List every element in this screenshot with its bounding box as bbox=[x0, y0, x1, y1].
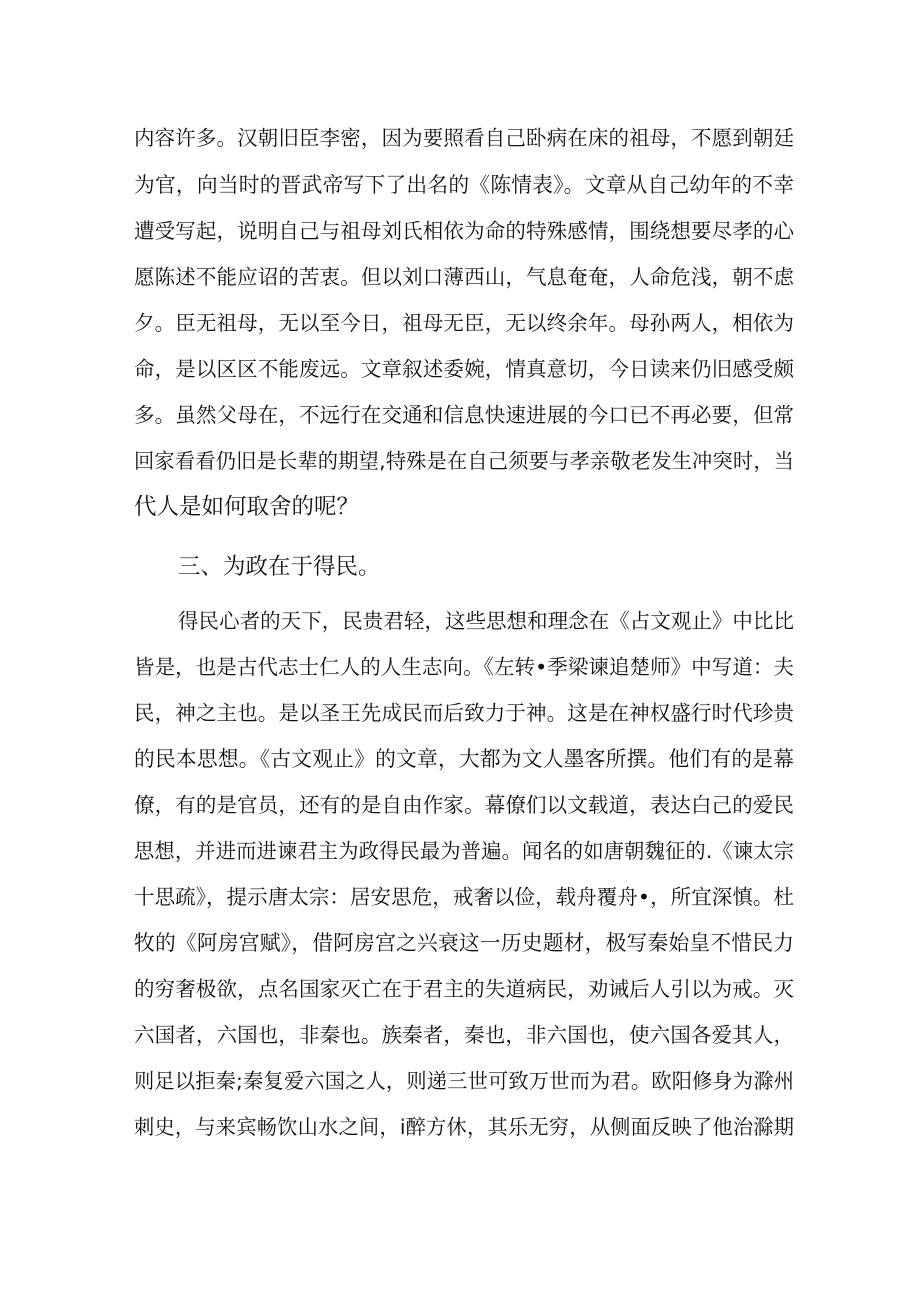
paragraph-1-line-1: 内容许多。汉朝旧臣李密，因为要照看自己卧病在床的祖母，不愿到朝廷 bbox=[134, 126, 794, 150]
paragraph-2-line-6: 思想，并进而进谏君主为政得民最为普遍。闻名的如唐朝魏征的.《谏太宗 bbox=[134, 839, 794, 863]
paragraph-2-line-5: 僚，有的是官员，还有的是自由作家。幕僚们以文载道，表达白己的爱民 bbox=[134, 793, 794, 817]
paragraph-1-line-6: 命，是以区区不能废远。文章叙述委婉，情真意切，今日读来仍旧感受颇 bbox=[134, 357, 794, 381]
paragraph-2-line-8: 牧的《阿房宫赋》，借阿房宫之兴衰这一历史题材，极写秦始皇不惜民力 bbox=[134, 931, 794, 955]
paragraph-2-line-12: 刺史，与来宾畅饮山水之间，i醉方休，其乐无穷，从侧面反映了他治滁期 bbox=[134, 1115, 794, 1139]
paragraph-2-line-10: 六国者，六国也，非秦也。族秦者，秦也，非六国也，使六国各爱其人， bbox=[134, 1023, 794, 1047]
paragraph-1-line-5: 夕。臣无祖母，无以至今日，祖母无臣，无以终余年。母孙两人，相依为 bbox=[134, 311, 794, 335]
paragraph-2-line-3: 民，神之主也。是以圣王先成民而后致力于神。这是在神权盛行时代珍贵 bbox=[134, 701, 794, 725]
section-heading: 三、为政在于得民。 bbox=[178, 554, 381, 580]
paragraph-1-line-2: 为官，向当时的晋武帝写下了出名的《陈情表》。文章从自己幼年的不幸 bbox=[134, 173, 794, 197]
paragraph-2-line-11: 则足以拒秦;秦复爱六国之人，则递三世可致万世而为君。欧阳修身为滁州 bbox=[134, 1069, 794, 1093]
paragraph-1-line-4: 愿陈述不能应诏的苦衷。但以刘口薄西山，气息奄奄，人命危浅，朝不虑 bbox=[134, 265, 794, 289]
paragraph-1-line-8: 回家看看仍旧是长辈的期望,特殊是在自己须要与孝亲敬老发生冲突时，当 bbox=[134, 449, 794, 473]
paragraph-2-line-7: 十思疏》，提示唐太宗：居安思危，戒奢以俭，载舟覆舟•，所宜深慎。杜 bbox=[134, 885, 794, 909]
paragraph-1-line-9: 代人是如何取舍的呢？ bbox=[134, 494, 360, 520]
paragraph-1-line-7: 多。虽然父母在，不远行在交通和信息快速进展的今口已不再必要，但常 bbox=[134, 403, 794, 427]
paragraph-2-line-2: 皆是，也是古代志士仁人的人生志向。《左转•季梁谏追楚师》中写道：夫 bbox=[134, 655, 794, 679]
paragraph-2-line-1: 得民心者的天下，民贵君轻，这些思想和理念在《占文观止》中比比 bbox=[178, 609, 794, 633]
paragraph-2-line-4: 的民本思想。《古文观止》的文章，大都为文人墨客所撰。他们有的是幕 bbox=[134, 747, 794, 771]
paragraph-2-line-9: 的穷奢极欲，点名国家灭亡在于君主的失道病民，劝诫后人引以为戒。灭 bbox=[134, 977, 794, 1001]
paragraph-1-line-3: 遭受写起，说明自己与祖母刘氏相依为命的特殊感情，围绕想要尽孝的心 bbox=[134, 219, 794, 243]
